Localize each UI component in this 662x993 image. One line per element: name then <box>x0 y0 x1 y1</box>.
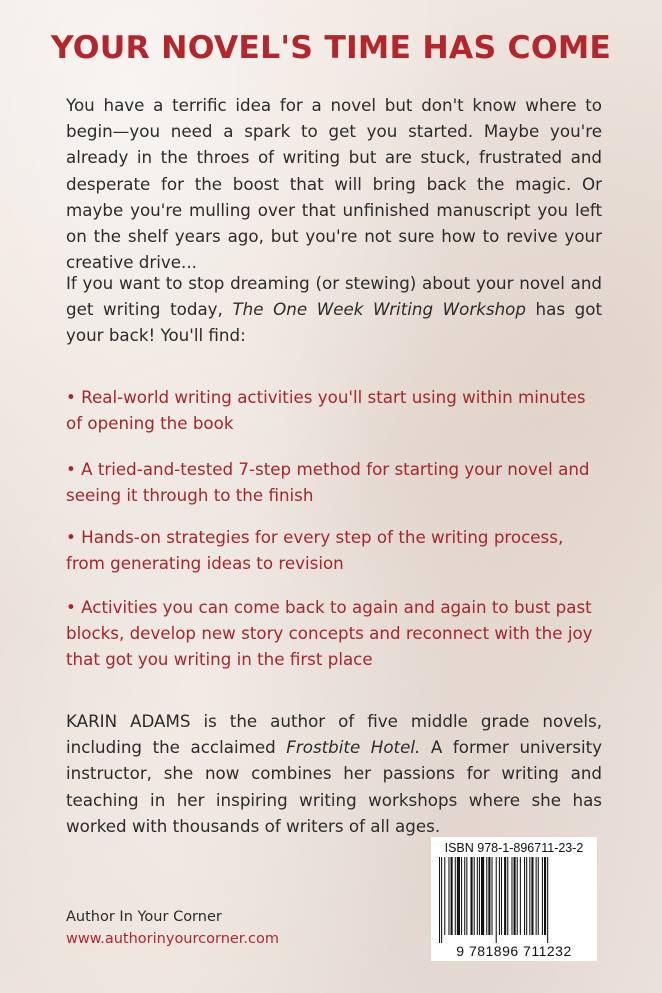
barcode-bar <box>514 857 516 935</box>
barcode-bar <box>474 857 475 935</box>
barcode-bar <box>517 857 518 935</box>
second-paragraph-lead: If you want to stop dreaming (or stewing) about your novel and get writing today, <box>66 273 602 320</box>
barcode-bar <box>547 857 548 943</box>
barcode-bar <box>504 857 506 935</box>
barcode-bar <box>531 857 533 935</box>
feature-item: • Activities you can come back to again and again to bust past blocks, develop new story concepts and reconnect with the joy that got you writing in the first place <box>66 597 593 670</box>
barcode-bar <box>451 857 453 935</box>
author-book-title: Frostbite Hotel. <box>286 737 421 758</box>
barcode-bar <box>529 857 530 935</box>
author-bio <box>66 708 602 839</box>
author-bio-tail: A former university instructor, she now combines her passions for writing and teaching in her inspiring writing workshops where she has worked with thousands of writers of all ages. <box>66 737 603 836</box>
publisher-name: Author In Your Corner <box>66 909 222 925</box>
barcode-bar <box>542 857 543 935</box>
second-paragraph-tail: has got your back! You'll find: <box>66 299 603 346</box>
book-title: The One Week Writing Workshop <box>232 299 526 320</box>
isbn-barcode <box>431 837 597 961</box>
barcode-bar <box>499 857 500 935</box>
barcode-bar <box>455 857 456 935</box>
barcode-bar <box>496 857 497 943</box>
intro-paragraph: You have a terrific idea for a novel but don't know where to begin—you need a spark to get you started. Maybe you're already in the throes of writing but are stuck, frustrated and desperate for the boost that will bring back the magic. Or maybe you're mulling over that unfinished manuscript you left on the shelf years ago, but you're not sure how to revive your creative drive... <box>66 95 602 273</box>
barcode-bar <box>439 857 440 943</box>
barcode-bar <box>544 857 546 935</box>
barcode-bar <box>526 857 527 935</box>
barcode-bar <box>441 857 442 943</box>
barcode-bar <box>457 857 460 935</box>
barcode-bar <box>448 857 449 935</box>
isbn-label: ISBN 978-1-896711-23-2 <box>444 841 584 855</box>
second-paragraph <box>66 270 602 349</box>
headline: YOUR NOVEL'S TIME HAS COME <box>50 30 612 66</box>
publisher-url[interactable]: www.authorinyourcorner.com <box>66 931 280 947</box>
barcode-bar <box>536 857 537 935</box>
barcode-bar <box>466 857 467 935</box>
barcode-bar <box>538 857 539 935</box>
feature-item: • Real-world writing activities you'll start using within minutes of opening the book <box>66 387 586 434</box>
feature-item: • A tried-and-tested 7-step method for starting your novel and seeing it through to the finish <box>66 459 590 506</box>
barcode-digits: 9 781896 711232 <box>456 943 572 959</box>
barcode-bar <box>464 857 465 935</box>
barcode-bar <box>477 857 478 935</box>
barcode-bar <box>492 857 493 935</box>
barcode-bar <box>488 857 490 935</box>
author-bio-lead: KARIN ADAMS is the author of five middle grade novels, including the acclaimed <box>66 711 602 758</box>
barcode-bar <box>501 857 502 935</box>
feature-item: • Hands-on strategies for every step of the writing process, from generating ideas to revision <box>66 527 564 574</box>
barcode-bar <box>524 857 525 935</box>
publisher-block <box>66 906 279 950</box>
barcode-bar <box>520 857 521 935</box>
barcode-bar <box>511 857 512 935</box>
barcode-bar <box>461 857 462 935</box>
barcode-bar <box>507 857 508 935</box>
barcode-bar <box>481 857 484 935</box>
barcode-bar <box>486 857 487 935</box>
barcode-bar <box>471 857 473 935</box>
barcode-bars <box>437 857 591 943</box>
barcode-bar <box>479 857 480 935</box>
barcode-bar <box>444 857 445 935</box>
